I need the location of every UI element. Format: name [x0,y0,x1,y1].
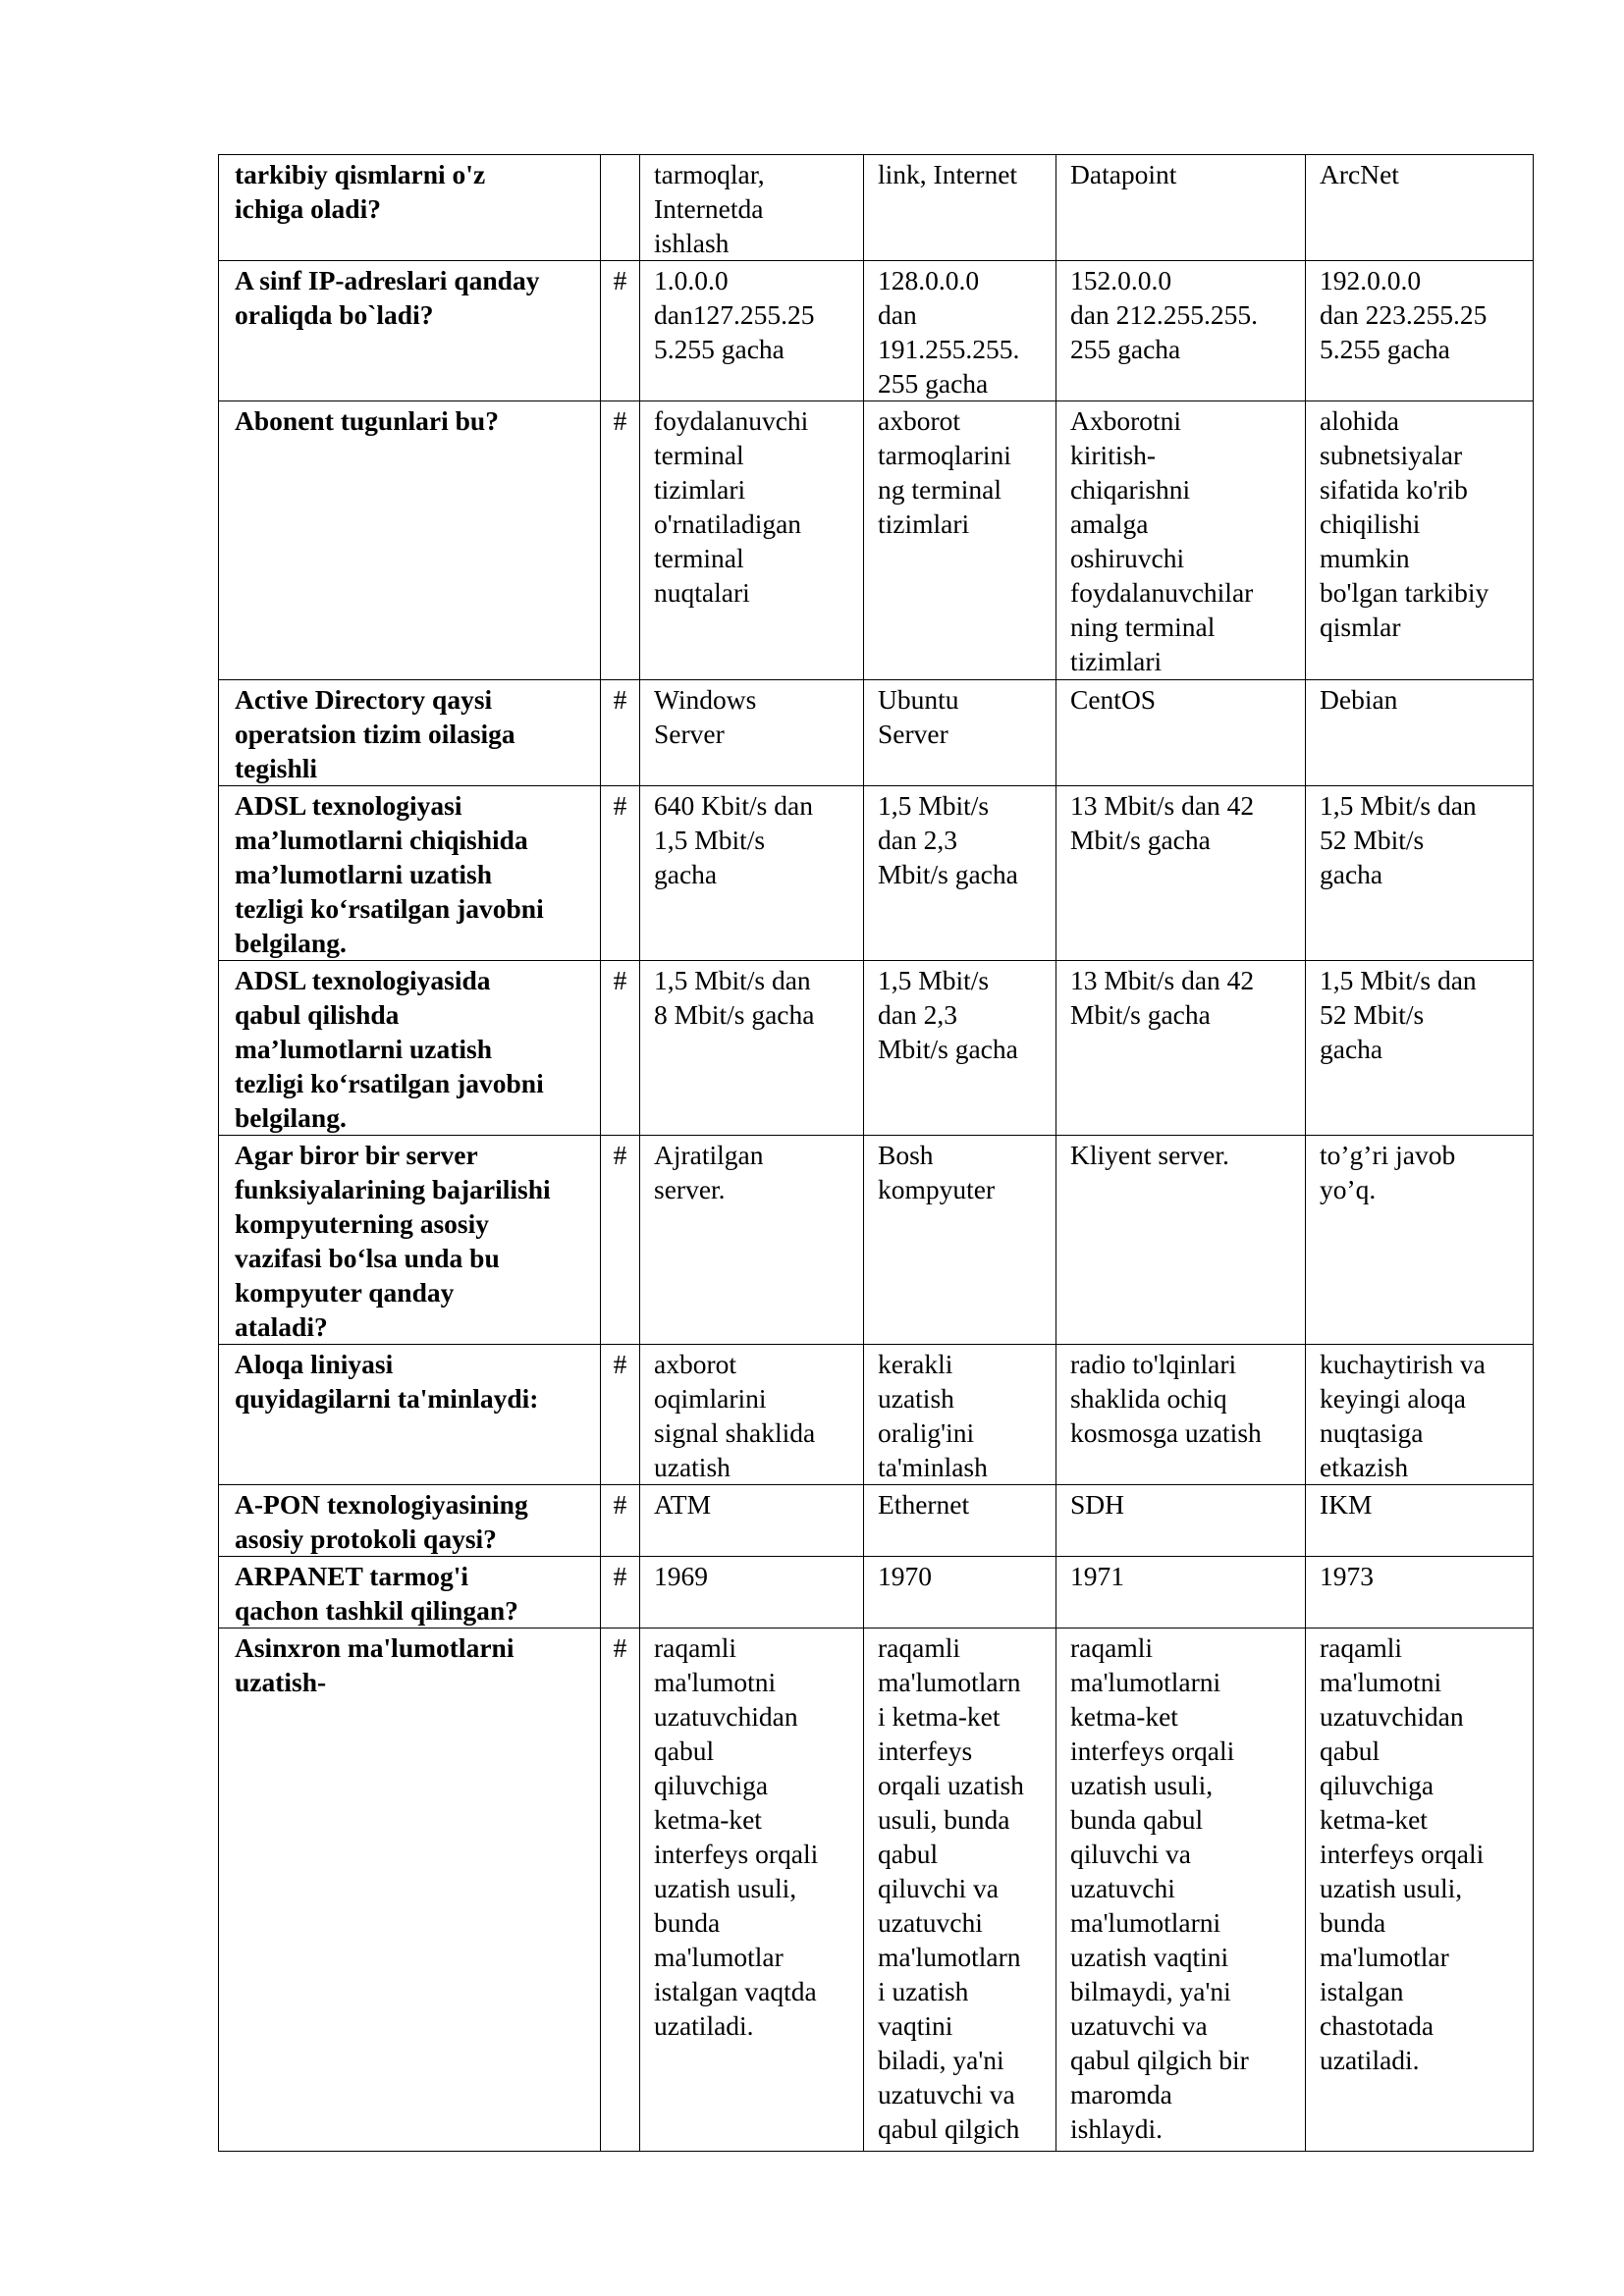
answer-option-cell-text: ArcNet [1320,159,1399,189]
answer-option-cell [1056,401,1306,680]
answer-mark-cell [601,1345,640,1485]
answer-option-cell-text: Datapoint [1070,159,1177,189]
answer-option-cell [1306,261,1534,401]
answer-mark-cell [601,401,640,680]
question-cell [219,1485,601,1557]
answer-option-cell-text: to’g’ri javob yo’q. [1320,1140,1456,1204]
question-cell [219,786,601,961]
answer-option-cell [640,1629,864,2152]
question-cell-text: Aloqa liniyasi quyidagilarni ta'minlaydi: [235,1349,539,1414]
answer-option-cell-text: alohida subnetsiyalar sifatida ko'rib chiqilishi mumkin bo'lgan tarkibiy qismlar [1320,405,1489,642]
table-row [219,1345,1534,1485]
answer-option-cell-text: link, Internet [878,159,1018,189]
answer-option-cell-text: raqamli ma'lumotlarni ketma-ket interfeys orqali uzatish usuli, bunda qabul qiluvchi va uzatuvchi ma'lumotlarni uzatish vaqtini bilmaydi, ya'ni uzatuvchi va qabul qilgich bir maromda ishlaydi. [1070,1632,1249,2144]
table-row [219,786,1534,961]
answer-option-cell [640,1485,864,1557]
answer-mark-cell [601,261,640,401]
question-cell-text: ADSL texnologiyasida qabul qilishda ma’lumotlarni uzatish tezligi ko‘rsatilgan javobni belgilang. [235,965,544,1133]
answer-mark-cell-text: # [613,405,627,436]
answer-option-cell [864,261,1056,401]
answer-option-cell-text: Ethernet [878,1489,970,1520]
answer-option-cell [1056,1629,1306,2152]
answer-option-cell [1306,1557,1534,1629]
answer-option-cell-text: Bosh kompyuter [878,1140,996,1204]
question-cell [219,961,601,1136]
question-cell-text: Active Directory qaysi operatsion tizim oilasiga tegishli [235,684,515,783]
answer-option-cell-text: IKM [1320,1489,1373,1520]
quiz-table [218,154,1534,2152]
question-cell [219,261,601,401]
answer-option-cell-text: Windows Server [654,684,757,749]
answer-option-cell [1056,261,1306,401]
answer-option-cell [1306,1136,1534,1345]
answer-option-cell [640,680,864,786]
answer-option-cell-text: 1969 [654,1561,708,1591]
table-row [219,961,1534,1136]
answer-mark-cell-text: # [613,1632,627,1663]
quiz-table-body [219,155,1534,2152]
question-cell-text: A sinf IP-adreslari qanday oraliqda bo`ladi? [235,265,540,330]
table-row [219,401,1534,680]
answer-option-cell [864,1629,1056,2152]
answer-option-cell [864,1345,1056,1485]
answer-option-cell [640,155,864,261]
answer-option-cell-text: 192.0.0.0 dan 223.255.25 5.255 gacha [1320,265,1488,364]
answer-option-cell-text: 1,5 Mbit/s dan 2,3 Mbit/s gacha [878,965,1018,1064]
answer-option-cell [1056,961,1306,1136]
table-row [219,680,1534,786]
question-cell [219,1557,601,1629]
answer-option-cell-text: axborot tarmoqlarini ng terminal tizimlari [878,405,1011,539]
answer-option-cell-text: 128.0.0.0 dan 191.255.255. 255 gacha [878,265,1020,399]
answer-option-cell-text: radio to'lqinlari shaklida ochiq kosmosga uzatish [1070,1349,1262,1448]
question-cell-text: ADSL texnologiyasi ma’lumotlarni chiqishida ma’lumotlarni uzatish tezligi ko‘rsatilgan javobni belgilang. [235,790,544,958]
question-cell-text: Abonent tugunlari bu? [235,405,499,436]
answer-mark-cell [601,961,640,1136]
answer-option-cell [640,1136,864,1345]
answer-option-cell [864,680,1056,786]
answer-option-cell [864,155,1056,261]
answer-mark-cell-text: # [613,790,627,821]
answer-option-cell [640,401,864,680]
answer-option-cell [640,786,864,961]
question-cell [219,1629,601,2152]
table-row [219,155,1534,261]
answer-mark-cell-text: # [613,1349,627,1379]
answer-option-cell-text: raqamli ma'lumotni uzatuvchidan qabul qiluvchiga ketma-ket interfeys orqali uzatish usuli, bunda ma'lumotlar istalgan vaqtda uzatiladi. [654,1632,819,2041]
answer-option-cell [640,1557,864,1629]
answer-option-cell-text: SDH [1070,1489,1125,1520]
answer-option-cell [864,961,1056,1136]
answer-option-cell [864,1136,1056,1345]
answer-mark-cell [601,1136,640,1345]
answer-option-cell-text: raqamli ma'lumotlarn i ketma-ket interfeys orqali uzatish usuli, bunda qabul qiluvchi va uzatuvchi ma'lumotlarn i uzatish vaqtini biladi, ya'ni uzatuvchi va qabul qilgich [878,1632,1024,2144]
question-cell [219,155,601,261]
answer-option-cell [864,1485,1056,1557]
table-row [219,1629,1534,2152]
question-cell-text: Agar biror bir server funksiyalarining bajarilishi kompyuterning asosiy vazifasi bo‘lsa unda bu kompyuter qanday ataladi? [235,1140,551,1342]
answer-option-cell [1306,1485,1534,1557]
answer-option-cell [864,1557,1056,1629]
answer-option-cell-text: foydalanuvchi terminal tizimlari o'rnatiladigan terminal nuqtalari [654,405,809,608]
answer-option-cell [1306,155,1534,261]
answer-option-cell-text: Debian [1320,684,1398,715]
answer-mark-cell [601,680,640,786]
answer-mark-cell [601,1485,640,1557]
answer-option-cell-text: raqamli ma'lumotni uzatuvchidan qabul qiluvchiga ketma-ket interfeys orqali uzatish usuli, bunda ma'lumotlar istalgan chastotada uzatiladi. [1320,1632,1485,2075]
table-row [219,1557,1534,1629]
answer-mark-cell-text: # [613,1561,627,1591]
answer-option-cell-text: 1,5 Mbit/s dan 52 Mbit/s gacha [1320,790,1477,889]
answer-option-cell-text: 1,5 Mbit/s dan 52 Mbit/s gacha [1320,965,1477,1064]
question-cell [219,1345,601,1485]
question-cell [219,401,601,680]
answer-mark-cell [601,155,640,261]
question-cell-text: Asinxron ma'lumotlarni uzatish- [235,1632,514,1697]
table-row [219,261,1534,401]
answer-option-cell [1056,155,1306,261]
answer-option-cell [1056,1136,1306,1345]
answer-option-cell [1306,401,1534,680]
answer-option-cell [1056,1485,1306,1557]
answer-mark-cell-text: # [613,265,627,295]
answer-mark-cell [601,1629,640,2152]
answer-option-cell-text: 1971 [1070,1561,1124,1591]
answer-mark-cell-text: # [613,1140,627,1170]
answer-mark-cell-text: # [613,1489,627,1520]
table-row [219,1136,1534,1345]
answer-option-cell-text: Kliyent server. [1070,1140,1229,1170]
table-row [219,1485,1534,1557]
answer-option-cell-text: 1,5 Mbit/s dan 8 Mbit/s gacha [654,965,815,1030]
answer-option-cell-text: 1.0.0.0 dan127.255.25 5.255 gacha [654,265,815,364]
answer-option-cell-text: axborot oqimlarini signal shaklida uzatish [654,1349,816,1482]
answer-option-cell-text: 152.0.0.0 dan 212.255.255. 255 gacha [1070,265,1258,364]
answer-option-cell [1306,786,1534,961]
question-cell [219,680,601,786]
answer-option-cell-text: 1970 [878,1561,932,1591]
answer-option-cell-text: Axborotni kiritish- chiqarishni amalga oshiruvchi foydalanuvchilar ning terminal tizimlari [1070,405,1254,676]
answer-option-cell [640,961,864,1136]
answer-option-cell [1306,680,1534,786]
answer-mark-cell-text: # [613,965,627,995]
answer-option-cell-text: kerakli uzatish oralig'ini ta'minlash [878,1349,988,1482]
answer-option-cell [864,786,1056,961]
question-cell [219,1136,601,1345]
answer-option-cell [1056,680,1306,786]
answer-mark-cell [601,1557,640,1629]
answer-option-cell [864,401,1056,680]
answer-option-cell-text: 1,5 Mbit/s dan 2,3 Mbit/s gacha [878,790,1018,889]
answer-option-cell-text: CentOS [1070,684,1157,715]
answer-option-cell-text: 13 Mbit/s dan 42 Mbit/s gacha [1070,790,1255,855]
answer-option-cell-text: 640 Kbit/s dan 1,5 Mbit/s gacha [654,790,813,889]
answer-option-cell [640,261,864,401]
question-cell-text: A-PON texnologiyasining asosiy protokoli qaysi? [235,1489,528,1554]
question-cell-text: ARPANET tarmog'i qachon tashkil qilingan? [235,1561,518,1626]
answer-option-cell [640,1345,864,1485]
answer-option-cell-text: tarmoqlar, Internetda ishlash [654,159,765,258]
answer-option-cell [1306,1345,1534,1485]
answer-option-cell [1306,1629,1534,2152]
answer-option-cell-text: 1973 [1320,1561,1374,1591]
answer-option-cell-text: Ubuntu Server [878,684,959,749]
answer-option-cell [1056,1557,1306,1629]
answer-option-cell [1056,786,1306,961]
answer-option-cell-text: ATM [654,1489,712,1520]
answer-option-cell [1056,1345,1306,1485]
answer-option-cell-text: 13 Mbit/s dan 42 Mbit/s gacha [1070,965,1255,1030]
question-cell-text: tarkibiy qismlarni o'z ichiga oladi? [235,159,486,224]
answer-mark-cell [601,786,640,961]
answer-mark-cell-text: # [613,684,627,715]
answer-option-cell [1306,961,1534,1136]
answer-option-cell-text: Ajratilgan server. [654,1140,764,1204]
answer-option-cell-text: kuchaytirish va keyingi aloqa nuqtasiga etkazish [1320,1349,1486,1482]
